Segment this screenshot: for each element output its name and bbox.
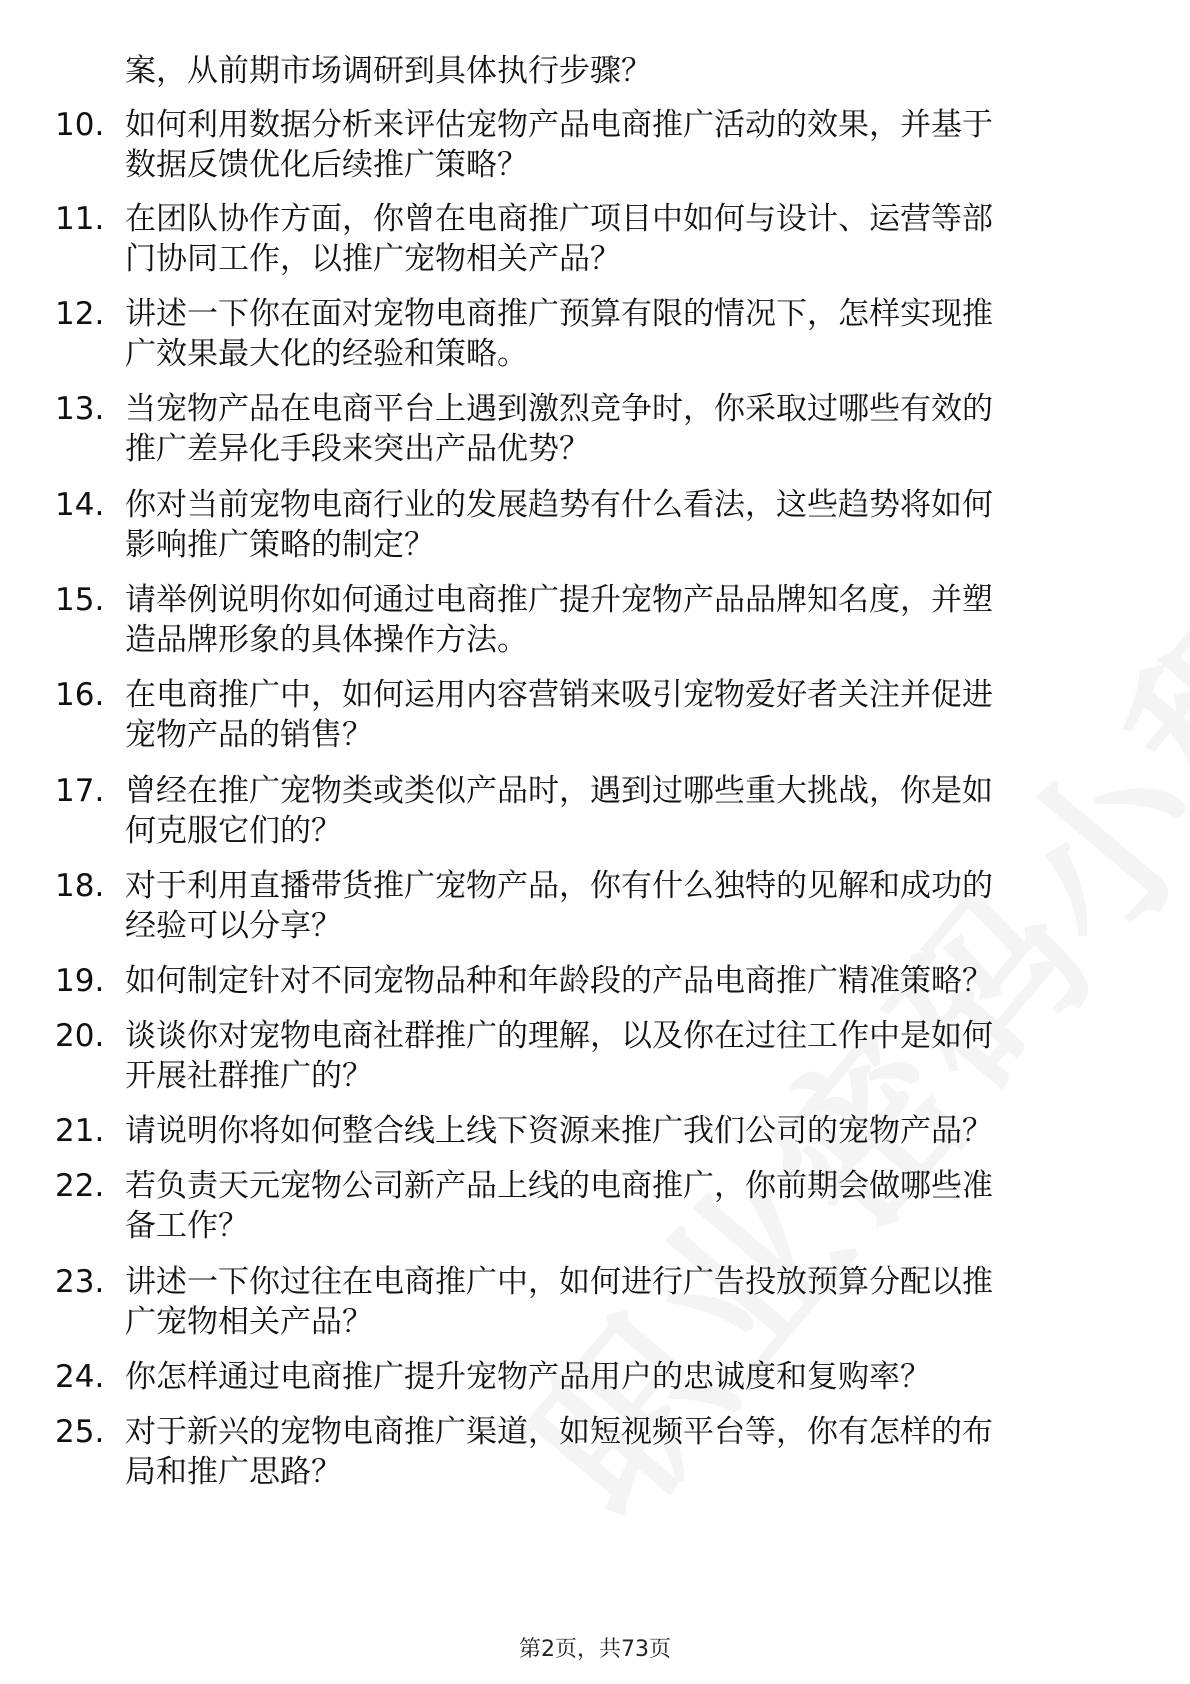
page-footer: 第2页，共73页 [519, 1637, 671, 1662]
question-line: 如何制定针对不同宠物品种和年龄段的产品电商推广精准策略？ [125, 963, 993, 999]
question-line: 广效果最大化的经验和策略。 [125, 336, 528, 372]
question-line: 何克服它们的？ [125, 813, 342, 849]
question-line: 如何利用数据分析来评估宠物产品电商推广活动的效果，并基于 [125, 107, 993, 143]
question-line: 局和推广思路？ [125, 1454, 342, 1490]
question-line: 你怎样通过电商推广提升宠物产品用户的忠诚度和复购率？ [125, 1359, 931, 1395]
question-number: 11. [55, 201, 105, 237]
question-line: 谈谈你对宠物电商社群推广的理解，以及你在过往工作中是如何 [125, 1018, 993, 1054]
question-line: 数据反馈优化后续推广策略？ [125, 147, 528, 183]
question-line: 备工作？ [125, 1208, 249, 1244]
question-number: 14. [55, 487, 105, 523]
question-line: 对于利用直播带货推广宠物产品，你有什么独特的见解和成功的 [125, 868, 993, 904]
question-line: 影响推广策略的制定？ [125, 527, 435, 563]
question-line: 在电商推广中，如何运用内容营销来吸引宠物爱好者关注并促进 [125, 677, 993, 713]
question-line: 门协同工作，以推广宠物相关产品？ [125, 241, 621, 277]
question-number: 19. [55, 963, 105, 999]
question-line: 宠物产品的销售？ [125, 717, 373, 753]
question-line: 造品牌形象的具体操作方法。 [125, 622, 528, 658]
question-line: 经验可以分享？ [125, 908, 342, 944]
question-line: 若负责天元宠物公司新产品上线的电商推广，你前期会做哪些准 [125, 1168, 993, 1204]
question-line: 曾经在推广宠物类或类似产品时，遇到过哪些重大挑战，你是如 [125, 773, 993, 809]
question-number: 23. [55, 1264, 105, 1300]
question-number: 16. [55, 677, 105, 713]
question-line: 你对当前宠物电商行业的发展趋势有什么看法，这些趋势将如何 [125, 487, 993, 523]
question-number: 25. [55, 1414, 105, 1450]
question-line: 当宠物产品在电商平台上遇到激烈竞争时，你采取过哪些有效的 [125, 391, 993, 427]
question-number: 13. [55, 391, 105, 427]
continuation-line: 案，从前期市场调研到具体执行步骤？ [125, 53, 652, 89]
question-number: 20. [55, 1018, 105, 1054]
question-number: 21. [55, 1113, 105, 1149]
question-number: 17. [55, 773, 105, 809]
question-number: 22. [55, 1168, 105, 1204]
question-line: 在团队协作方面，你曾在电商推广项目中如何与设计、运营等部 [125, 201, 993, 237]
question-number: 18. [55, 868, 105, 904]
question-number: 15. [55, 582, 105, 618]
question-line: 开展社群推广的？ [125, 1058, 373, 1094]
question-number: 24. [55, 1359, 105, 1395]
question-line: 对于新兴的宠物电商推广渠道，如短视频平台等，你有怎样的布 [125, 1414, 993, 1450]
question-number: 12. [55, 296, 105, 332]
question-line: 请说明你将如何整合线上线下资源来推广我们公司的宠物产品？ [125, 1113, 993, 1149]
question-number: 10. [55, 107, 105, 143]
question-line: 请举例说明你如何通过电商推广提升宠物产品品牌知名度，并塑 [125, 582, 993, 618]
question-line: 讲述一下你在面对宠物电商推广预算有限的情况下，怎样实现推 [125, 296, 993, 332]
question-line: 广宠物相关产品？ [125, 1304, 373, 1340]
question-line: 讲述一下你过往在电商推广中，如何进行广告投放预算分配以推 [125, 1264, 993, 1300]
question-line: 推广差异化手段来突出产品优势？ [125, 431, 590, 467]
